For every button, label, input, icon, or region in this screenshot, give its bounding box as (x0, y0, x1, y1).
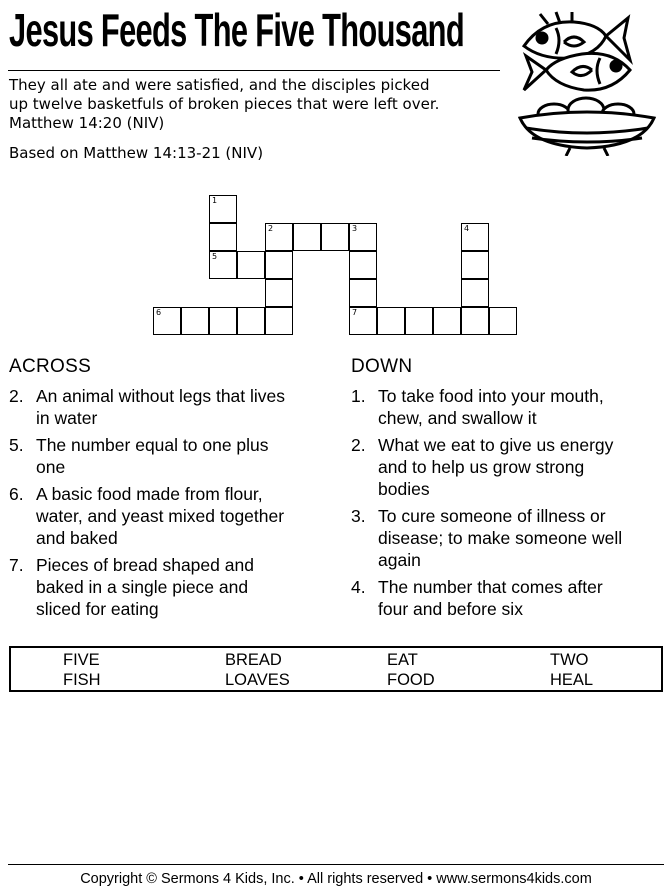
clue-text: Pieces of bread shaped and (36, 555, 254, 575)
based-on-reference: Based on Matthew 14:13-21 (NIV) (9, 144, 264, 162)
down-clue (351, 576, 666, 620)
crossword-cell[interactable] (293, 223, 321, 251)
clue-text: A basic food made from flour, (36, 484, 263, 504)
clue-number: 2. (351, 435, 366, 455)
clue-text: baked in a single piece and (36, 577, 249, 597)
clue-number: 4 (464, 224, 470, 233)
clue-text: The number that comes after (378, 577, 603, 597)
clue-text: chew, and swallow it (378, 408, 537, 428)
crossword-cell[interactable] (265, 307, 293, 335)
crossword-cell[interactable] (237, 307, 265, 335)
crossword-cell[interactable] (265, 279, 293, 307)
crossword-cell[interactable] (209, 223, 237, 251)
crossword-cell[interactable] (349, 223, 377, 251)
clue-text: in water (36, 408, 98, 428)
across-heading: ACROSS (9, 356, 92, 377)
clue-number: 2 (268, 224, 274, 233)
clue-text: To cure someone of illness or (378, 506, 606, 526)
clue-number: 4. (351, 577, 366, 597)
clue-text: To take food into your mouth, (378, 386, 604, 406)
fish-and-bread-icon (512, 6, 662, 156)
clue-number: 7 (352, 308, 358, 317)
crossword-cell[interactable] (349, 251, 377, 279)
crossword-cell[interactable] (405, 307, 433, 335)
crossword-cell[interactable] (265, 223, 293, 251)
crossword-cell[interactable] (433, 307, 461, 335)
clue-number: 6. (9, 484, 24, 504)
clue-text: disease; to make someone well (378, 528, 623, 548)
word-bank-item: EAT (387, 651, 418, 669)
crossword-cell[interactable] (181, 307, 209, 335)
down-clues (351, 385, 666, 625)
clue-number: 2. (9, 386, 24, 406)
across-clue (9, 483, 339, 549)
clue-text: four and before six (378, 599, 523, 619)
word-bank-item: FIVE (63, 651, 100, 669)
crossword-cell[interactable] (209, 307, 237, 335)
crossword-cell[interactable] (153, 307, 181, 335)
clue-text: The number equal to one plus (36, 435, 269, 455)
crossword-cell[interactable] (461, 307, 489, 335)
clue-number: 7. (9, 555, 24, 575)
clue-number: 6 (156, 308, 162, 317)
crossword-cell[interactable] (209, 251, 237, 279)
clue-text: again (378, 550, 421, 570)
crossword-cell[interactable] (321, 223, 349, 251)
title-divider (8, 70, 500, 71)
clue-text: water, and yeast mixed together (36, 506, 285, 526)
down-clue (351, 434, 666, 500)
word-bank-item: HEAL (550, 671, 594, 689)
word-bank (9, 646, 663, 692)
crossword-cell[interactable] (377, 307, 405, 335)
word-bank-item: TWO (550, 651, 589, 669)
crossword-cell[interactable] (349, 307, 377, 335)
across-clue (9, 434, 339, 478)
page-title: Jesus Feeds The Five Thousand (9, 4, 464, 56)
clue-number: 1 (212, 196, 218, 205)
crossword-cell[interactable] (461, 223, 489, 251)
clue-text: and baked (36, 528, 118, 548)
down-heading: DOWN (351, 356, 413, 377)
word-bank-item: FISH (63, 671, 101, 689)
crossword-cell[interactable] (461, 251, 489, 279)
verse-line: They all ate and were satisfied, and the disciples picked (9, 76, 430, 94)
crossword-cell[interactable] (489, 307, 517, 335)
crossword-cell[interactable] (461, 279, 489, 307)
across-clue (9, 385, 339, 429)
down-clue (351, 505, 666, 571)
word-bank-item: LOAVES (225, 671, 290, 689)
clue-text: one (36, 457, 66, 477)
clue-number: 3 (352, 224, 358, 233)
fish-icon (524, 12, 630, 60)
crossword-cell[interactable] (349, 279, 377, 307)
across-clues (9, 385, 339, 625)
bread-basket-icon (520, 98, 654, 156)
verse-line: up twelve basketfuls of broken pieces that were left over. (9, 95, 440, 113)
clue-text: and to help us grow strong (378, 457, 585, 477)
clue-text: bodies (378, 479, 430, 499)
clue-number: 1. (351, 386, 366, 406)
fish-icon (524, 53, 630, 90)
clue-number: 5. (9, 435, 24, 455)
crossword-cell[interactable] (209, 195, 237, 223)
crossword-cell[interactable] (265, 251, 293, 279)
footer-divider (8, 864, 664, 865)
word-bank-item: FOOD (387, 671, 435, 689)
clue-text: What we eat to give us energy (378, 435, 614, 455)
word-bank-item: BREAD (225, 651, 282, 669)
clue-text: An animal without legs that lives (36, 386, 286, 406)
across-clue (9, 554, 339, 620)
clue-number: 5 (212, 252, 218, 261)
verse-reference: Matthew 14:20 (NIV) (9, 114, 165, 132)
clue-number: 3. (351, 506, 366, 526)
scripture-verse (9, 76, 504, 133)
down-clue (351, 385, 666, 429)
crossword-cell[interactable] (237, 251, 265, 279)
copyright-footer: Copyright © Sermons 4 Kids, Inc. • All rights reserved • www.sermons4kids.com (80, 871, 592, 887)
clue-text: sliced for eating (36, 599, 159, 619)
